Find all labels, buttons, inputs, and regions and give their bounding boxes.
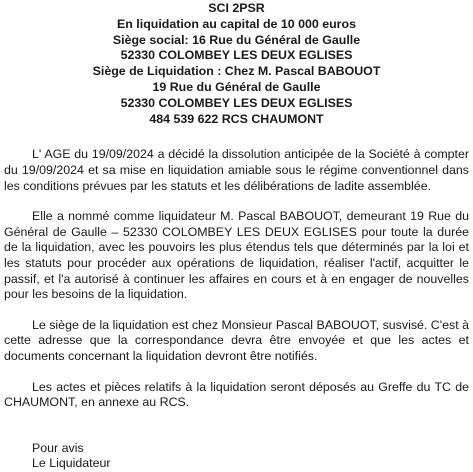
paragraph-filing: Les actes et pièces relatifs à la liquidation seront déposés au Greffe du TC de CHAUMONT, en annexe au RCS. <box>4 379 469 410</box>
paragraph-dissolution: L' AGE du 19/09/2024 a décidé la dissolution anticipée de la Société à compter du 19/09/2024 et sa mise en liquidation amiable sous le régime conventionnel dans les conditions prévues par les statuts et les délibérations de ladite assemblée. <box>4 147 469 193</box>
liquidation-seat-street: 19 Rue du Général de Gaulle <box>152 79 321 94</box>
rcs-number: 484 539 622 RCS CHAUMONT <box>149 111 324 126</box>
liquidation-seat: Siège de Liquidation : Chez M. Pascal BABOUOT <box>92 64 381 79</box>
closing-signature <box>4 441 469 472</box>
company-status-capital: En liquidation au capital de 10 000 euros <box>117 16 356 31</box>
closing-pour-avis: Pour avis <box>32 440 84 455</box>
registered-office: Siège social: 16 Rue du Général de Gaulle <box>112 32 361 47</box>
company-name: SCI 2PSR <box>208 1 265 15</box>
paragraph-liquidation-seat: Le siège de la liquidation est chez Monsieur Pascal BABOUOT, susvisé. C'est à cette adresse que la correspondance devra être envoyée et que les actes et documents concernant la liquidation devront être notifiés. <box>4 317 469 363</box>
notice-header <box>4 0 469 127</box>
liquidation-seat-city: 52330 COLOMBEY LES DEUX EGLISES <box>120 95 353 110</box>
closing-signatory: Le Liquidateur <box>32 456 111 471</box>
paragraph-liquidator: Elle a nommé comme liquidateur M. Pascal BABOUOT, demeurant 19 Rue du Général de Gaulle – 52330 COLOMBEY LES DEUX EGLISES pour toute la durée de la liquidation, avec les pouvoirs les plus étendus tels que déterminés par la loi et les statuts pour procéder aux opérations de liquidation, réaliser l'actif, acquitter le passif, et l'a autorisé à continuer les affaires en cours et à en engager de nouvelles pour les besoins de la liquidation. <box>4 209 469 302</box>
registered-office-city: 52330 COLOMBEY LES DEUX EGLISES <box>120 48 353 63</box>
